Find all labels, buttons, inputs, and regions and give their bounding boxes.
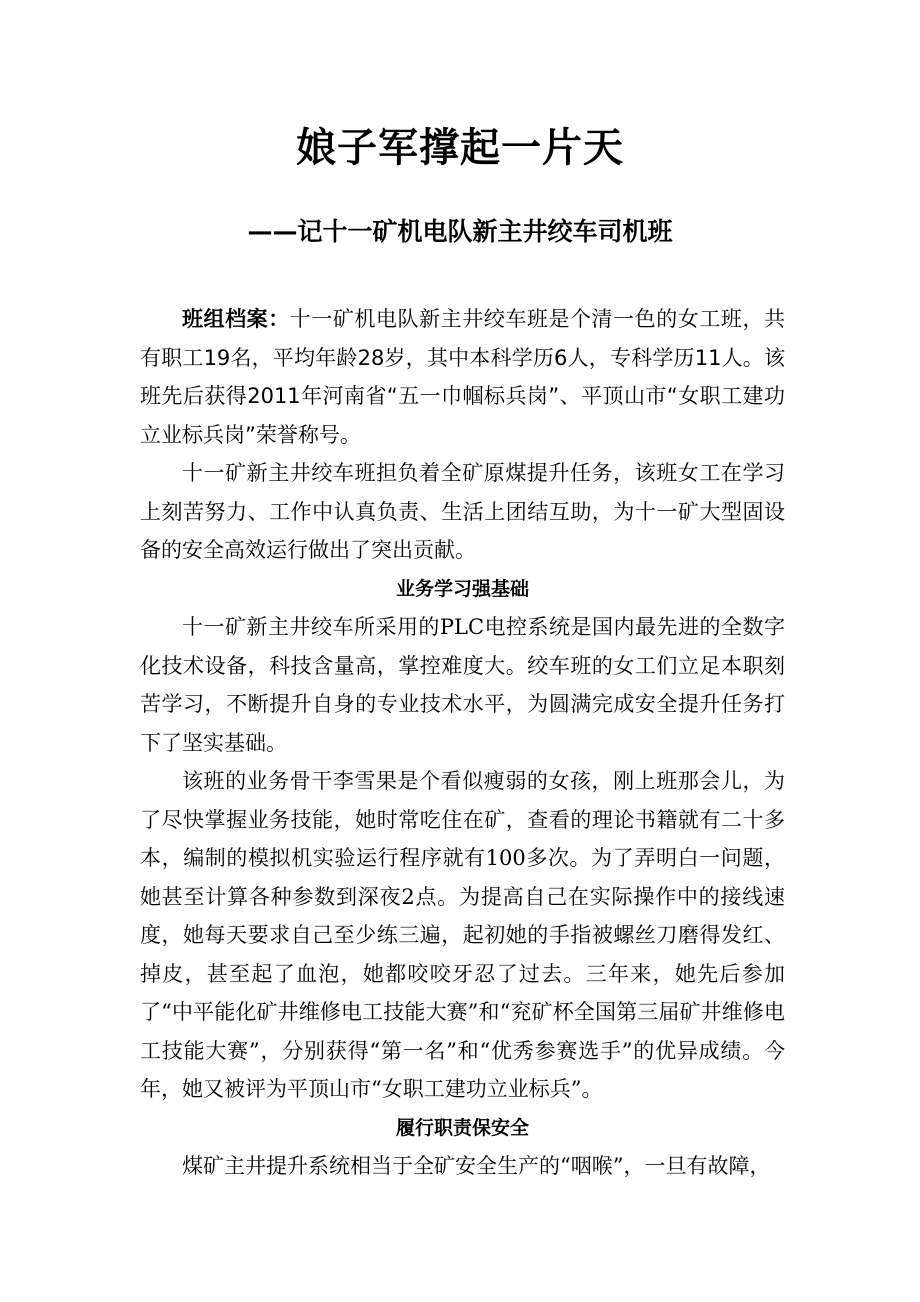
section-heading-study: 业务学习强基础: [395, 577, 529, 600]
intro-paragraph: 十一矿新主井绞车班担负着全矿原煤提升任务，该班女工在学习上刻苦努力、工作中认真负责、生活上团结互助，为十一矿大型固设备的安全高效运行做出了突出贡献。: [140, 461, 785, 562]
paragraph-hoist-system: 煤矿主井提升系统相当于全矿安全生产的“咽喉”，一旦有故障，: [182, 1154, 771, 1178]
paragraph-li-xueguo: 该班的业务骨干李雪果是个看似瘦弱的女孩，刚上班那会儿，为了尽快掌握业务技能，她时常吃住在矿，查看的理论书籍就有二十多本，编制的模拟机实验运行程序就有100多次。为了弄明白一问题，她甚至计算各种参数到深夜2点。为提高自己在实际操作中的接线速度，她每天要求自己至少练三遍，起初她的手指被螺丝刀磨得发红、掉皮，甚至起了血泡，她都咬咬牙忍了过去。三年来，她先后参加了“中平能化矿井维修电工技能大赛”和“兖矿杯全国第三届矿井维修电工技能大赛”，分别获得“第一名”和“优秀参赛选手”的优异成绩。今年，她又被评为平顶山市“女职工建功立业标兵”。: [140, 769, 785, 1101]
profile-label: 班组档案：: [182, 307, 290, 331]
section-heading-safety: 履行职责保安全: [395, 1116, 529, 1139]
page-title: 娘子军撑起一片天: [296, 125, 624, 171]
page-subtitle: ——记十一矿机电队新主井绞车司机班: [247, 217, 673, 246]
paragraph-plc: 十一矿新主井绞车所采用的PLC电控系统是国内最先进的全数字化技术设备，科技含量高，掌控难度大。绞车班的女工们立足本职刻苦学习，不断提升自身的专业技术水平，为圆满完成安全提升任务打下了坚实基础。: [140, 615, 785, 755]
profile-text: 十一矿机电队新主井绞车班是个清一色的女工班，共有职工19名，平均年龄28岁，其中本科学历6人，专科学历11人。该班先后获得2011年河南省“五一巾帼标兵岗”、平顶山市“女职工建功立业标兵岗”荣誉称号。: [140, 307, 786, 447]
profile-paragraph: [140, 300, 785, 454]
article-body: [140, 300, 785, 1186]
